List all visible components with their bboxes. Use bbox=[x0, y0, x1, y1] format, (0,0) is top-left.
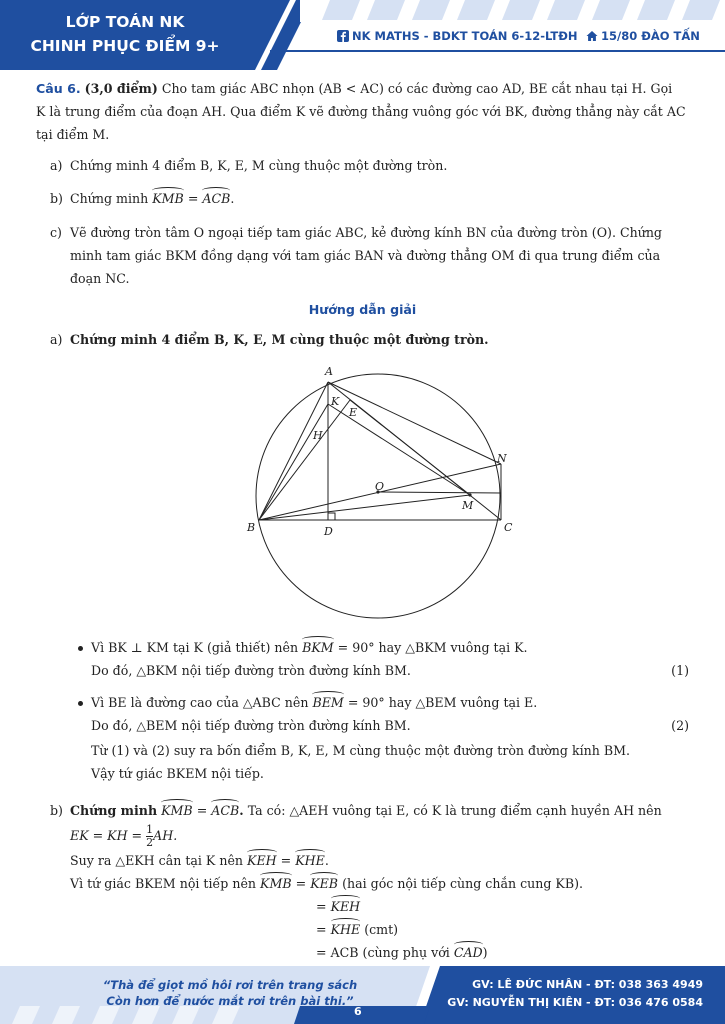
problem-c-1: Vẽ đường tròn tâm O ngoại tiếp tam giác ABC, kẻ đường kính BN của đường tròn (O). Chứng bbox=[70, 225, 662, 240]
footer-teacher-2: GV: NGUYỄN THỊ KIÊN - ĐT: 036 476 0584 bbox=[447, 996, 703, 1009]
angle-bkm: BKM bbox=[302, 637, 334, 659]
angle-keh-2: KEH bbox=[331, 896, 361, 918]
line-3-eq: = bbox=[280, 853, 292, 868]
label-b: B bbox=[247, 521, 256, 534]
solution-b-label: b) bbox=[50, 803, 63, 818]
problem-b-pre: Chứng minh bbox=[70, 191, 149, 206]
angle-khe-2: KHE bbox=[331, 919, 361, 941]
problem-a-label: a) bbox=[50, 158, 63, 173]
problem-stmt-3: tại điểm M. bbox=[36, 127, 110, 142]
bullet-1-pre: Vì BK ⊥ KM tại K (giả thiết) nên bbox=[91, 640, 299, 655]
label-m: M bbox=[462, 499, 474, 512]
header-title-line1: LỚP TOÁN NK bbox=[65, 13, 185, 31]
angle-keb: KEB bbox=[310, 873, 338, 895]
problem-c-label: c) bbox=[50, 225, 62, 240]
solution-b-line-6 bbox=[316, 919, 398, 941]
solution-b-line-5 bbox=[316, 896, 360, 918]
solution-a-label: a) bbox=[50, 332, 63, 347]
problem-stmt-2: K là trung điểm của đoạn AH. Qua điểm K vẽ đường thẳng vuông góc với BK, đường thẳng này cắt AC bbox=[36, 104, 686, 119]
solution-b-title-pre: Chứng minh bbox=[70, 803, 158, 818]
solution-b-line-4 bbox=[70, 873, 583, 895]
address-label: 15/80 ĐÀO TẤN bbox=[601, 29, 700, 43]
line-7-post: ) bbox=[482, 945, 488, 960]
page-header bbox=[0, 0, 725, 70]
problem-b-end: . bbox=[230, 191, 235, 206]
header-title bbox=[0, 10, 250, 58]
problem-a: Chứng minh 4 điểm B, K, E, M cùng thuộc một đường tròn. bbox=[70, 158, 448, 173]
ref-2: (2) bbox=[671, 718, 689, 733]
problem-line-1 bbox=[36, 78, 672, 100]
angle-khe: KHE bbox=[295, 850, 325, 872]
problem-b-angle-kmb: KMB bbox=[152, 188, 184, 210]
problem-b-label: b) bbox=[50, 191, 63, 206]
problem-b-eq: = bbox=[187, 191, 199, 206]
label-n: N bbox=[497, 452, 507, 465]
footer-quote-line-2: Còn hơn để nước mắt rơi trên bài thi.” bbox=[106, 994, 354, 1008]
fraction-num: 1 bbox=[146, 823, 154, 836]
angle-kmb-2: KMB bbox=[260, 873, 292, 895]
conclusion-2: Vậy tứ giác BKEM nội tiếp. bbox=[91, 766, 264, 781]
label-e: E bbox=[349, 406, 358, 419]
ref-1: (1) bbox=[671, 663, 689, 678]
right-angle-d bbox=[328, 513, 335, 520]
solution-b-line-1 bbox=[70, 800, 662, 822]
line-5-eq: = bbox=[316, 899, 327, 914]
segment-bm bbox=[259, 495, 470, 520]
solution-heading: Hướng dẫn giải bbox=[308, 302, 417, 317]
bullet-1-line-1 bbox=[91, 637, 528, 659]
problem-label: Câu 6. bbox=[36, 81, 81, 96]
solution-b-title-dot: . bbox=[239, 803, 244, 818]
bullet-1-post: = 90° hay △BKM vuông tại K. bbox=[337, 640, 528, 655]
solution-b-line-2 bbox=[70, 824, 177, 849]
segment-ab bbox=[259, 382, 328, 520]
label-c: C bbox=[504, 521, 513, 534]
bullet-2-pre: Vì BE là đường cao của △ABC nên bbox=[91, 695, 309, 710]
footer-quote-line-1: “Thà để giọt mồ hôi rơi trên trang sách bbox=[102, 978, 358, 992]
label-o: O bbox=[375, 480, 385, 493]
problem-b bbox=[70, 188, 234, 210]
label-a: A bbox=[325, 365, 333, 378]
eq-ah: AH. bbox=[153, 828, 178, 843]
bullet-2-line-1 bbox=[91, 692, 537, 714]
segment-om bbox=[378, 492, 501, 493]
line-6-eq: = bbox=[316, 922, 327, 937]
solution-b-angle-kmb: KMB bbox=[161, 800, 193, 822]
home-icon bbox=[586, 30, 598, 42]
solution-b-angle-acb: ACB bbox=[211, 800, 239, 822]
line-4-eq: = bbox=[295, 876, 307, 891]
angle-keh: KEH bbox=[247, 850, 277, 872]
label-h: H bbox=[313, 429, 323, 442]
address-link[interactable] bbox=[586, 29, 700, 43]
solution-b-line-1-rest: Ta có: △AEH vuông tại E, có K là trung điểm cạnh huyền AH nên bbox=[247, 803, 662, 818]
segment-em bbox=[350, 400, 470, 495]
solution-a-title: Chứng minh 4 điểm B, K, E, M cùng thuộc một đường tròn. bbox=[70, 332, 489, 347]
problem-c-3: đoạn NC. bbox=[70, 271, 130, 286]
fraction-den: 2 bbox=[146, 836, 154, 849]
problem-b-angle-acb: ACB bbox=[202, 188, 230, 210]
conclusion-1: Từ (1) và (2) suy ra bốn điểm B, K, E, M cùng thuộc một đường tròn đường kính BM. bbox=[91, 743, 631, 758]
bullet-2 bbox=[78, 701, 83, 706]
header-divider bbox=[270, 50, 725, 52]
line-3-pre: Suy ra △EKH cân tại K nên bbox=[70, 853, 244, 868]
problem-c-2: minh tam giác BKM đồng dạng với tam giác BAN và đường thẳng OM đi qua trung điểm của bbox=[70, 248, 661, 263]
angle-cad: CAD bbox=[454, 942, 483, 964]
header-title-line2: CHINH PHỤC ĐIỂM 9+ bbox=[30, 37, 220, 55]
label-k: K bbox=[331, 395, 340, 408]
bullet-1 bbox=[78, 646, 83, 651]
footer-teacher-1: GV: LÊ ĐỨC NHÂN - ĐT: 038 363 4949 bbox=[472, 978, 703, 991]
angle-bem: BEM bbox=[312, 692, 343, 714]
facebook-link[interactable] bbox=[337, 29, 578, 43]
bullet-1-line-2: Do đó, △BKM nội tiếp đường tròn đường kính BM. bbox=[91, 663, 411, 678]
line-7-pre: = ACB (cùng phụ với bbox=[316, 945, 450, 960]
page-number: 6 bbox=[354, 1005, 362, 1018]
problem-points: (3,0 điểm) bbox=[84, 81, 158, 96]
solution-b-line-7 bbox=[316, 942, 488, 964]
bullet-2-post: = 90° hay △BEM vuông tại E. bbox=[347, 695, 538, 710]
bullet-2-line-2: Do đó, △BEM nội tiếp đường tròn đường kính BM. bbox=[91, 718, 411, 733]
segment-bk bbox=[259, 404, 328, 520]
eq-ek-kh: EK = KH = bbox=[70, 828, 143, 843]
label-d: D bbox=[324, 525, 333, 538]
problem-stmt-1: Cho tam giác ABC nhọn (AB < AC) có các đường cao AD, BE cắt nhau tại H. Gọi bbox=[161, 81, 673, 96]
line-6-post: (cmt) bbox=[364, 922, 399, 937]
line-4-post: (hai góc nội tiếp cùng chắn cung KB). bbox=[342, 876, 583, 891]
header-stripes bbox=[300, 0, 725, 22]
facebook-label: NK MATHS - BDKT TOÁN 6-12-LTĐH bbox=[352, 29, 578, 43]
geometry-figure bbox=[240, 360, 520, 620]
solution-b-line-3 bbox=[70, 850, 329, 872]
footer-quote bbox=[60, 977, 400, 1009]
line-4-pre: Vì tứ giác BKEM nội tiếp nên bbox=[70, 876, 257, 891]
solution-b-title-eq: = bbox=[196, 803, 208, 818]
facebook-icon bbox=[337, 30, 349, 42]
line-3-dot: . bbox=[324, 853, 329, 868]
